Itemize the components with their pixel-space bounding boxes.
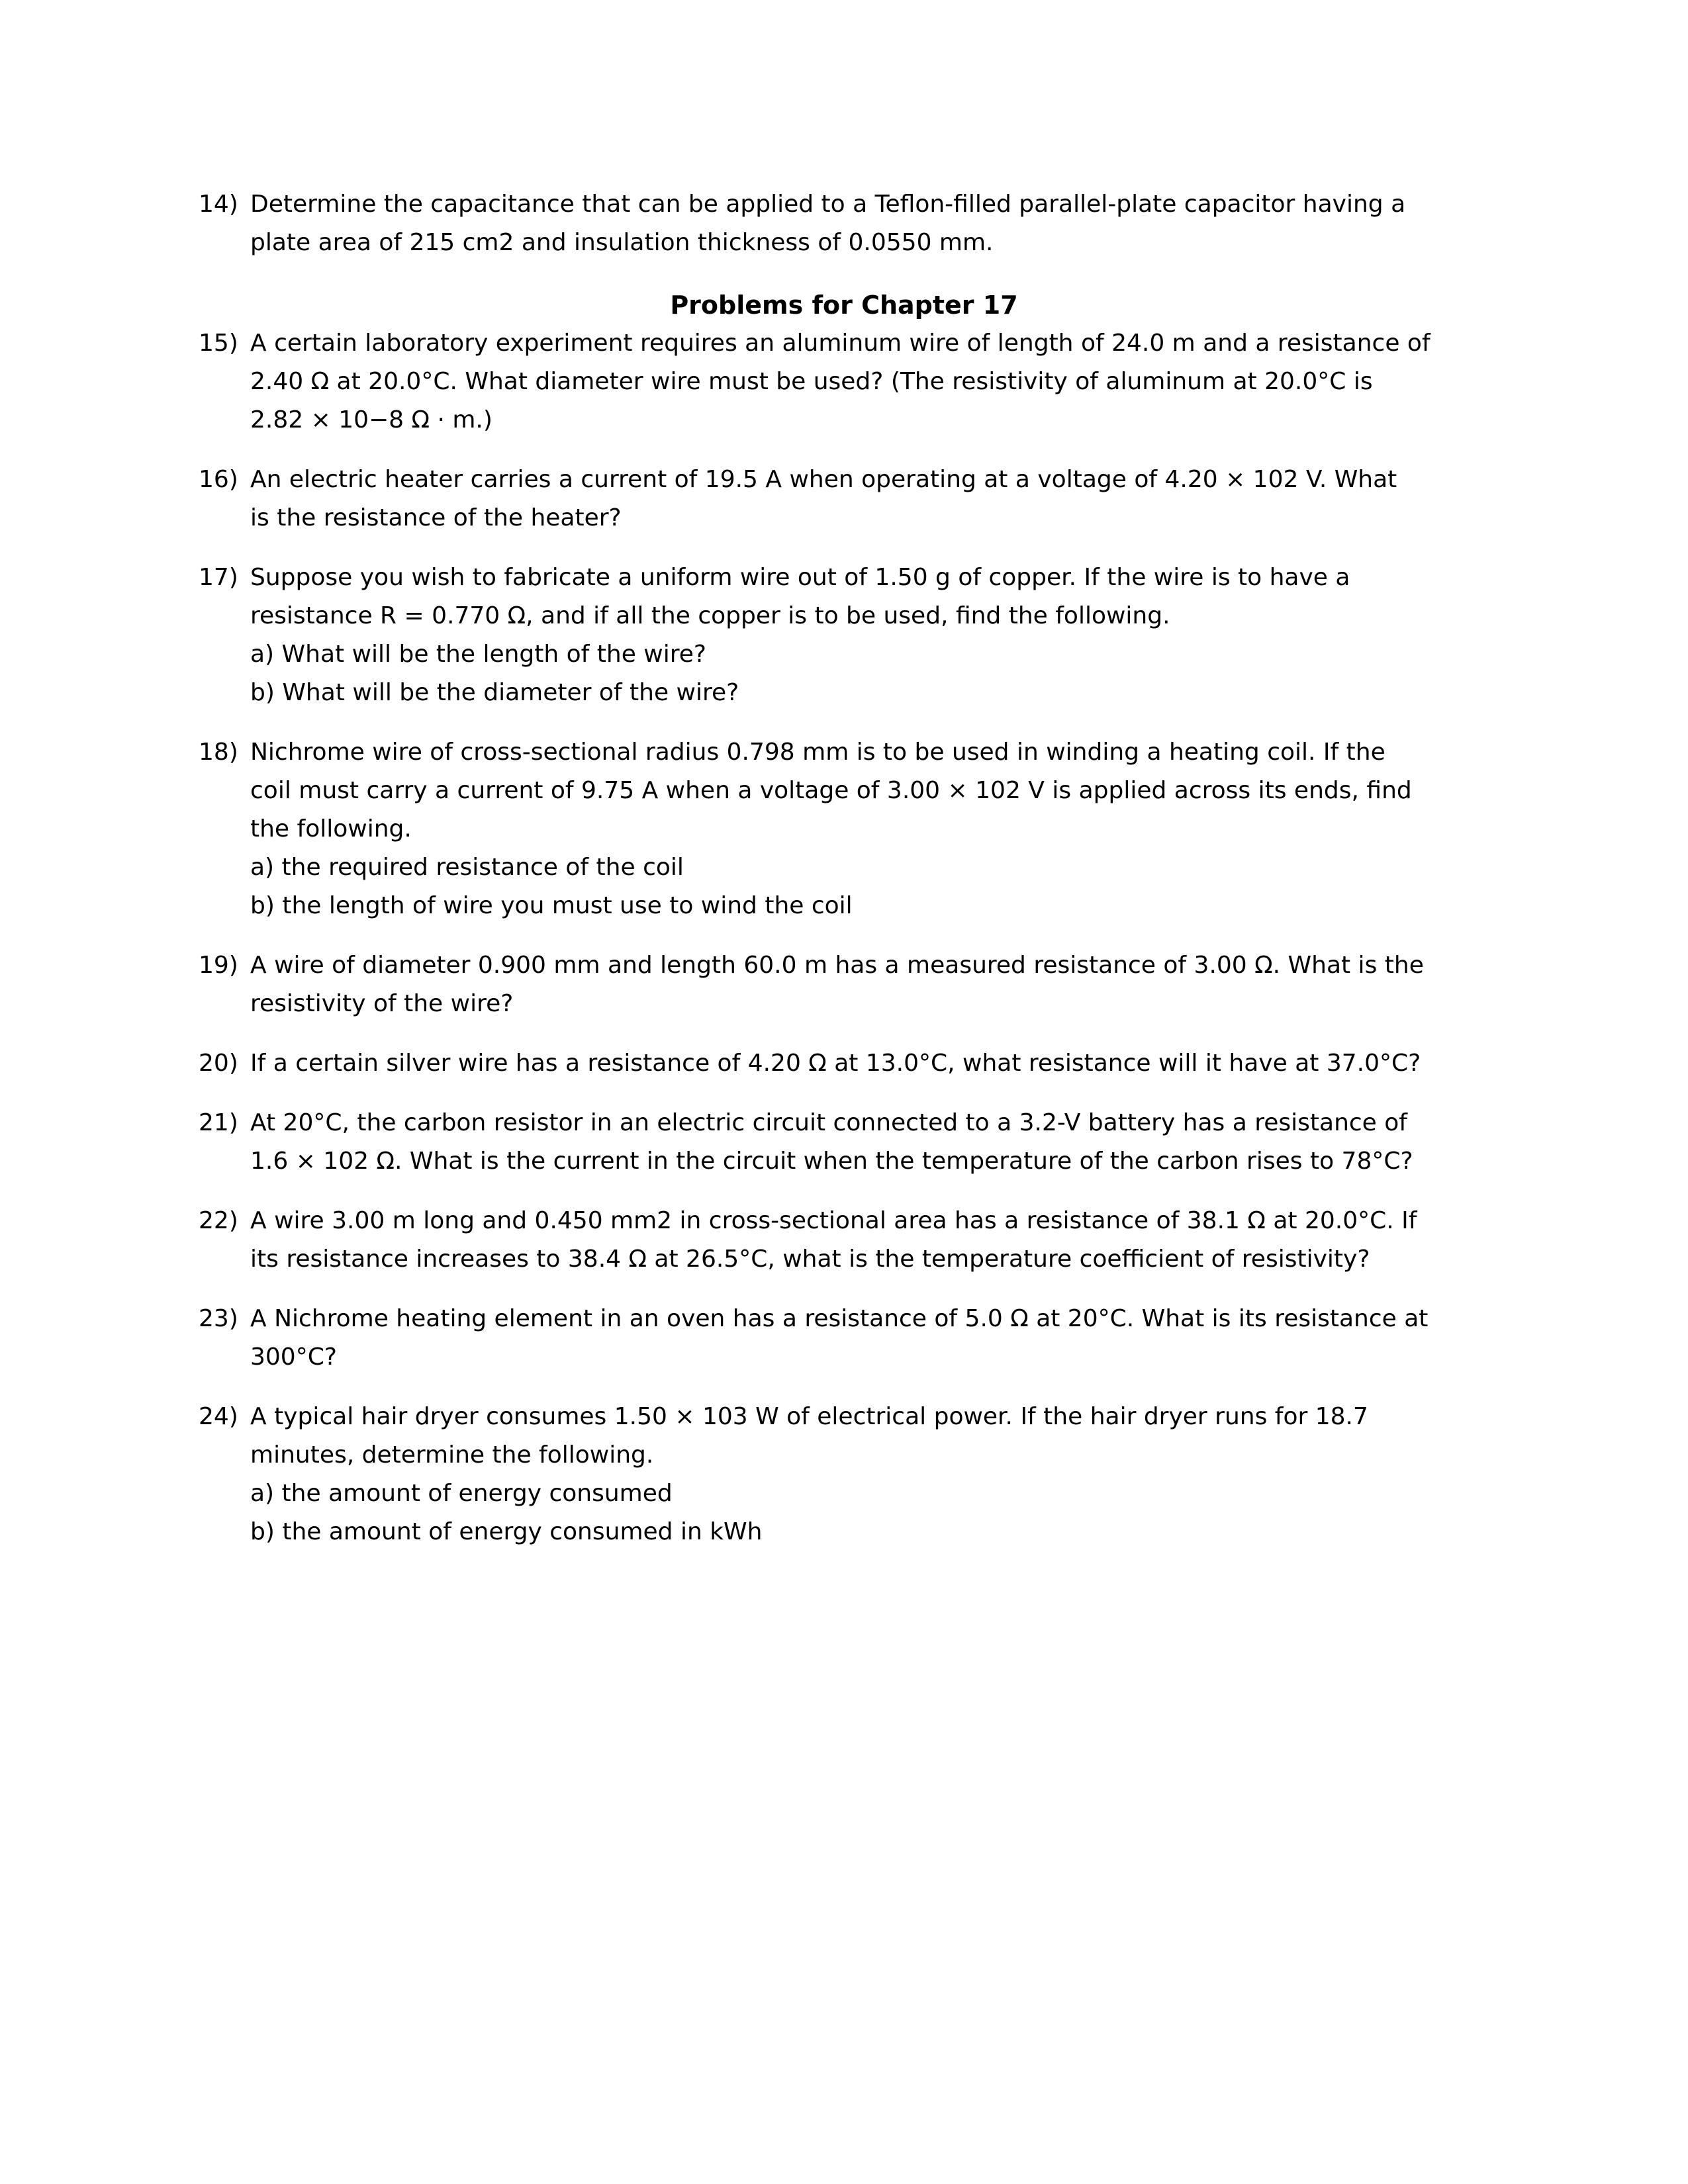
problem-item-18	[199, 733, 1489, 925]
problem-text-line: minutes, determine the following.	[250, 1441, 654, 1469]
problem-number: 14)	[199, 191, 238, 218]
problem-text-line: A typical hair dryer consumes 1.50 × 103 W of electrical power. If the hair dryer runs for 18.7	[250, 1403, 1368, 1430]
problem-text-line: A wire of diameter 0.900 mm and length 60.0 m has a measured resistance of 3.00 Ω. What is the	[250, 952, 1424, 979]
problem-text-line: 2.40 Ω at 20.0°C. What diameter wire must be used? (The resistivity of aluminum at 20.0°C is	[250, 368, 1373, 395]
problem-item-22	[199, 1202, 1489, 1279]
problem-number: 16)	[199, 466, 238, 493]
problem-text-line: A Nichrome heating element in an oven has a resistance of 5.0 Ω at 20°C. What is its resistance at	[250, 1305, 1429, 1332]
problem-subitem-line: a) the amount of energy consumed	[250, 1480, 673, 1507]
problem-body	[250, 185, 1489, 262]
problem-item-23	[199, 1300, 1489, 1377]
problem-text-line: Determine the capacitance that can be applied to a Teflon-filled parallel-plate capacitor having a	[250, 191, 1406, 218]
problem-text-line: A certain laboratory experiment requires an aluminum wire of length of 24.0 m and a resistance of	[250, 330, 1430, 357]
problem-text-line: Suppose you wish to fabricate a uniform wire out of 1.50 g of copper. If the wire is to have a	[250, 564, 1350, 591]
problem-number: 22)	[199, 1207, 238, 1234]
problem-item-17	[199, 559, 1489, 712]
problem-subitem-line: a) the required resistance of the coil	[250, 854, 684, 881]
problem-text-line: 300°C?	[250, 1343, 337, 1371]
problem-body	[250, 1202, 1489, 1279]
problem-body	[250, 461, 1489, 537]
problem-body	[250, 946, 1489, 1023]
problem-item-16	[199, 461, 1489, 537]
problem-text-line: coil must carry a current of 9.75 A when a voltage of 3.00 × 102 V is applied across its ends, find	[250, 777, 1412, 804]
problem-text-line: 2.82 × 10−8 Ω · m.)	[250, 406, 492, 433]
problem-subitem-line: b) the amount of energy consumed in kWh	[250, 1518, 763, 1545]
problem-text-line: resistance R = 0.770 Ω, and if all the copper is to be used, find the following.	[250, 602, 1170, 629]
problem-body	[250, 324, 1489, 439]
problem-item-20	[199, 1044, 1489, 1083]
problem-number: 20)	[199, 1050, 238, 1077]
problem-subitem-line: b) the length of wire you must use to wind the coil	[250, 892, 853, 919]
problem-number: 17)	[199, 564, 238, 591]
problem-number: 18)	[199, 739, 238, 766]
problem-text-line: At 20°C, the carbon resistor in an electric circuit connected to a 3.2-V battery has a resistance of	[250, 1109, 1407, 1136]
problem-item-19	[199, 946, 1489, 1023]
problem-text-line: An electric heater carries a current of 19.5 A when operating at a voltage of 4.20 × 102 V. What	[250, 466, 1397, 493]
problem-number: 15)	[199, 330, 238, 357]
problem-text-line: If a certain silver wire has a resistance of 4.20 Ω at 13.0°C, what resistance will it have at 37.0°C?	[250, 1050, 1421, 1077]
problem-text-line: plate area of 215 cm2 and insulation thickness of 0.0550 mm.	[250, 229, 994, 256]
problem-number: 19)	[199, 952, 238, 979]
problem-text-line: is the resistance of the heater?	[250, 504, 622, 531]
problem-text-line: resistivity of the wire?	[250, 990, 514, 1017]
problem-text-line: its resistance increases to 38.4 Ω at 26.5°C, what is the temperature coefficient of resistivity?	[250, 1246, 1370, 1273]
problem-text-line: A wire 3.00 m long and 0.450 mm2 in cross-sectional area has a resistance of 38.1 Ω at 20.0°C. If	[250, 1207, 1417, 1234]
problem-item-24	[199, 1398, 1489, 1551]
problem-text-line: Nichrome wire of cross-sectional radius 0.798 mm is to be used in winding a heating coil. If the	[250, 739, 1385, 766]
problem-item-15	[199, 324, 1489, 439]
problem-number: 24)	[199, 1403, 238, 1430]
problem-subitem-line: a) What will be the length of the wire?	[250, 641, 707, 668]
problem-body	[250, 1398, 1489, 1551]
problem-subitem-line: b) What will be the diameter of the wire?	[250, 679, 739, 706]
problem-item-21	[199, 1104, 1489, 1181]
problem-text-line: 1.6 × 102 Ω. What is the current in the circuit when the temperature of the carbon rises to 78°C?	[250, 1148, 1413, 1175]
problem-body	[250, 1104, 1489, 1181]
problem-body	[250, 733, 1489, 925]
problem-text-line: the following.	[250, 815, 412, 842]
problem-body	[250, 559, 1489, 712]
problem-number: 23)	[199, 1305, 238, 1332]
problem-body	[250, 1300, 1489, 1377]
problem-number: 21)	[199, 1109, 238, 1136]
problem-body	[250, 1044, 1489, 1083]
problem-item-14	[199, 185, 1489, 262]
section-heading: Problems for Chapter 17	[670, 291, 1018, 320]
